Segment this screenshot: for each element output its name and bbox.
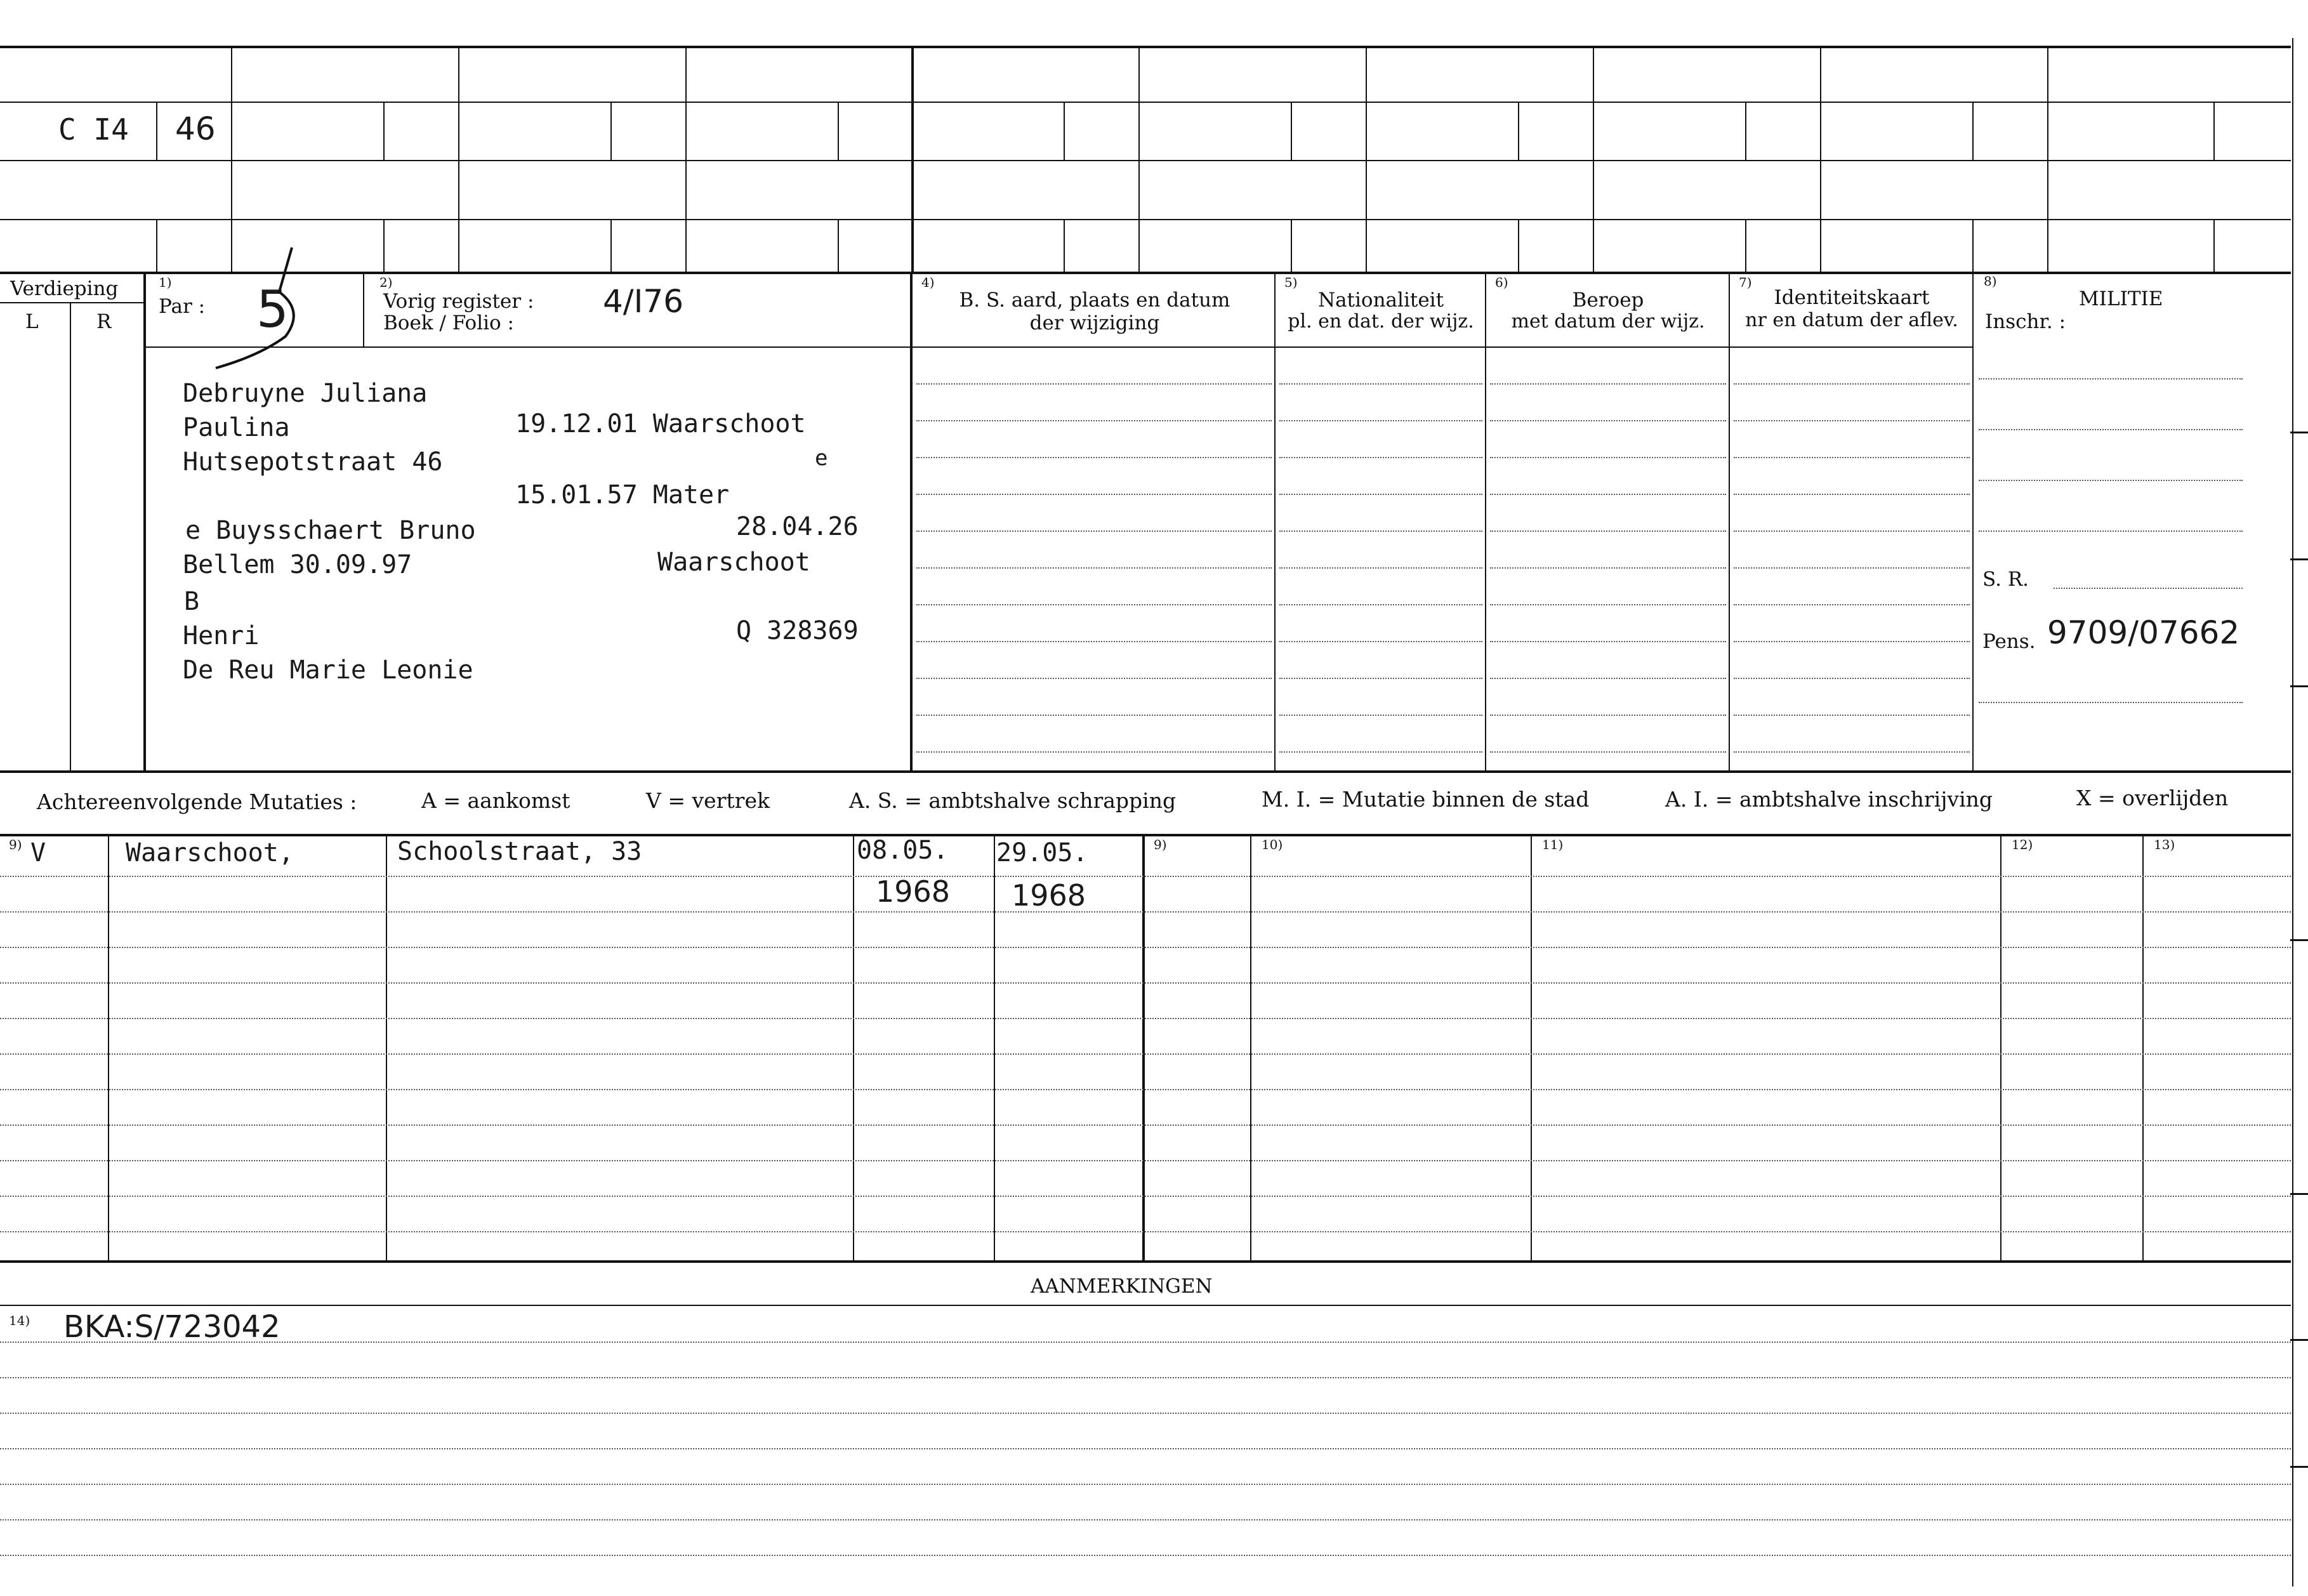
grid-col xyxy=(1593,47,1594,273)
militie-title: MILITIE xyxy=(2079,287,2163,310)
grid-col xyxy=(911,47,914,273)
mut-num-9: 9) xyxy=(9,837,22,852)
prev-register-value: 4/I76 xyxy=(603,283,684,320)
grid-col xyxy=(1366,47,1367,273)
person-q-code: Q 328369 xyxy=(736,616,859,645)
legend-as: A. S. = ambtshalve schrapping xyxy=(849,788,1177,813)
grid-subcol xyxy=(1291,102,1292,160)
grid-subcol xyxy=(610,219,612,273)
grid-subcol xyxy=(1972,102,1974,160)
id-num: 7) xyxy=(1739,275,1752,290)
bs-num: 4) xyxy=(921,275,935,290)
grid-subcol xyxy=(1064,219,1065,273)
grid-line xyxy=(0,160,2291,161)
person-father: Henri xyxy=(183,621,260,650)
legend-title: Achtereenvolgende Mutaties : xyxy=(37,789,357,814)
bs-title: B. S. aard, plaats en datum xyxy=(959,289,1230,312)
person-marriage: 15.01.57 Mater xyxy=(515,480,730,510)
mut-num-12: 12) xyxy=(2012,837,2033,852)
militie-num: 8) xyxy=(1984,274,1997,289)
grid-col xyxy=(1820,47,1821,273)
mut-year-to: 1968 xyxy=(1012,878,1086,913)
grid-subcol xyxy=(2213,219,2215,273)
grid-subcol xyxy=(1518,102,1519,160)
grid-subcol xyxy=(838,219,839,273)
par-flourish-icon xyxy=(190,241,317,374)
floor-divider xyxy=(0,302,145,303)
mut-type: V xyxy=(30,838,46,867)
floor-label: Verdieping xyxy=(10,277,119,300)
legend-a: A = aankomst xyxy=(421,788,570,813)
grid-subcol xyxy=(1064,102,1065,160)
grid-subcol xyxy=(383,219,385,273)
remarks-title: AANMERKINGEN xyxy=(1031,1275,1213,1298)
grid-subcol xyxy=(156,102,157,160)
grid-subcol xyxy=(838,102,839,160)
person-firstname: Paulina xyxy=(183,413,290,442)
grid-col xyxy=(685,47,687,273)
beroep-num: 6) xyxy=(1495,275,1508,290)
col-line xyxy=(70,302,71,772)
militie-pens-value: 9709/07662 xyxy=(2047,614,2240,651)
remarks-header-line xyxy=(0,1305,2291,1306)
code-series: C I4 xyxy=(58,112,129,147)
col-line xyxy=(363,273,364,348)
grid-subcol xyxy=(1291,219,1292,273)
nat-title: Nationaliteit xyxy=(1317,289,1444,312)
person-birth: 19.12.01 Waarschoot xyxy=(515,409,806,439)
nat-subtitle: pl. en dat. der wijz. xyxy=(1288,310,1474,333)
legend-x: X = overlijden xyxy=(2076,786,2229,810)
grid-subcol xyxy=(610,102,612,160)
grid-line xyxy=(0,102,2291,103)
floor-left: L xyxy=(25,310,39,333)
grid-subcol xyxy=(156,219,157,273)
mut-year-from: 1968 xyxy=(876,874,951,909)
grid-subcol xyxy=(1972,219,1974,273)
mut-num-11: 11) xyxy=(1542,837,1564,852)
prev-book-label: Boek / Folio : xyxy=(383,312,514,334)
mut-num-10: 10) xyxy=(1262,837,1283,852)
person-spouse-birth: Bellem 30.09.97 xyxy=(183,550,412,579)
nat-num: 5) xyxy=(1284,275,1298,290)
grid-col xyxy=(2047,47,2048,273)
person-e-mark: e xyxy=(815,445,828,471)
id-title: Identiteitskaart xyxy=(1774,286,1930,309)
top-border xyxy=(0,46,2291,48)
par-value: 5 xyxy=(256,280,289,339)
header-bottom xyxy=(145,346,1974,348)
person-spouse-place: Waarschoot xyxy=(657,548,810,577)
mut-num-9b: 9) xyxy=(1154,837,1167,852)
par-label: Par : xyxy=(159,295,206,318)
person-spouse: e Buysschaert Bruno xyxy=(185,516,476,545)
person-surname: Debruyne Juliana xyxy=(183,379,428,408)
floor-right: R xyxy=(96,310,112,333)
mut-street: Schoolstraat, 33 xyxy=(397,837,642,866)
person-spouse-date: 28.04.26 xyxy=(736,512,859,541)
person-b-mark: B xyxy=(184,587,200,616)
bs-subtitle: der wijziging xyxy=(1029,312,1160,334)
person-mother: De Reu Marie Leonie xyxy=(183,656,473,685)
grid-line xyxy=(0,219,2291,220)
legend-ai: A. I. = ambtshalve inschrijving xyxy=(1665,787,1993,812)
par-num: 1) xyxy=(159,275,172,290)
militie-sr-label: S. R. xyxy=(1982,568,2029,591)
militie-inschr-label: Inschr. : xyxy=(1985,310,2066,333)
right-edge xyxy=(2292,38,2293,1586)
grid-subcol xyxy=(1518,219,1519,273)
legend-v: V = vertrek xyxy=(646,788,770,813)
beroep-title: Beroep xyxy=(1572,289,1644,312)
beroep-subtitle: met datum der wijz. xyxy=(1511,310,1705,333)
prev-register-label: Vorig register : xyxy=(383,290,534,313)
section-bottom xyxy=(0,770,2291,773)
grid-subcol xyxy=(2213,102,2215,160)
militie-pens-label: Pens. xyxy=(1982,630,2036,653)
grid-col xyxy=(231,47,232,273)
person-address: Hutsepotstraat 46 xyxy=(183,447,443,477)
grid-col xyxy=(1138,47,1140,273)
code-number: 46 xyxy=(175,110,216,147)
mut-date-to: 29.05. xyxy=(996,838,1088,867)
mut-date-from: 08.05. xyxy=(857,836,949,865)
prev-num: 2) xyxy=(379,275,393,290)
remarks-num: 14) xyxy=(9,1313,30,1328)
mutations-top xyxy=(0,834,2291,836)
grid-line xyxy=(0,272,2291,274)
mut-num-13: 13) xyxy=(2154,837,2175,852)
remarks-text: BKA:S/723042 xyxy=(63,1309,280,1345)
grid-subcol xyxy=(1745,219,1746,273)
grid-subcol xyxy=(383,102,385,160)
grid-col xyxy=(458,47,459,273)
id-subtitle: nr en datum der aflev. xyxy=(1745,309,1958,331)
mut-place: Waarschoot, xyxy=(126,838,294,867)
mutations-bottom xyxy=(0,1260,2291,1263)
grid-subcol xyxy=(1745,102,1746,160)
legend-mi: M. I. = Mutatie binnen de stad xyxy=(1262,787,1590,812)
